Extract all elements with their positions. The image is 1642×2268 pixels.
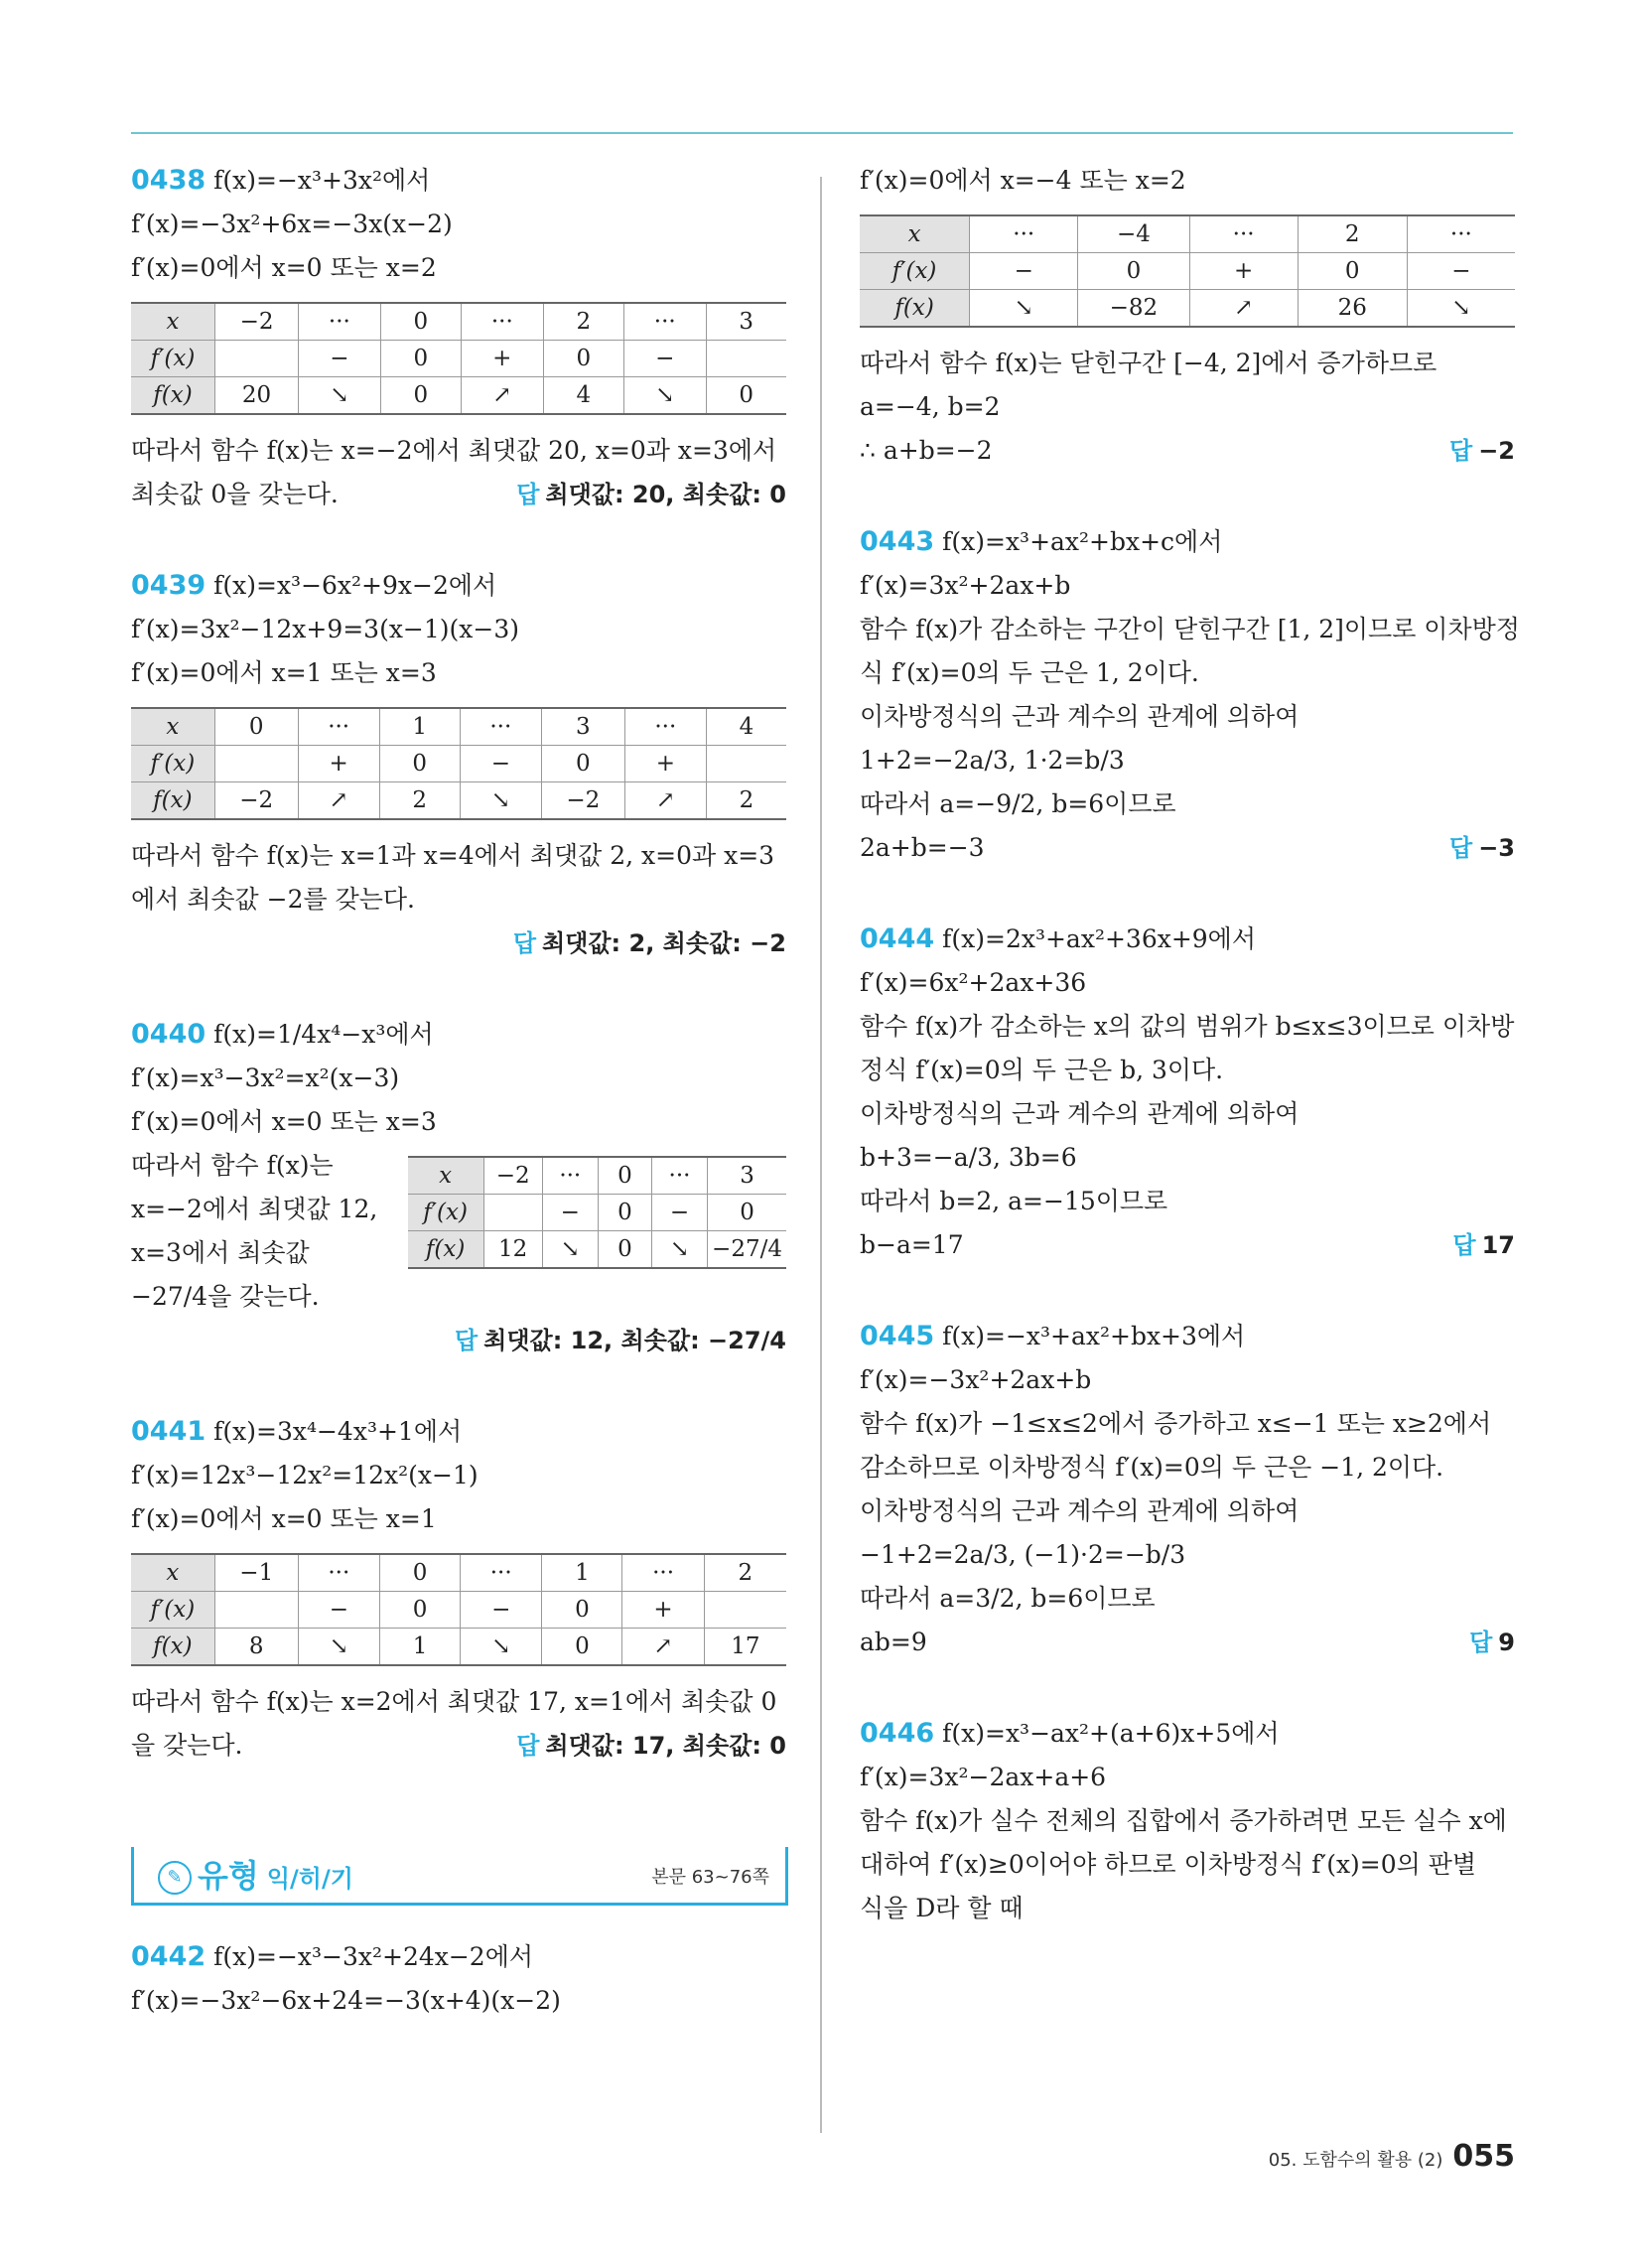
problem-line: 함수 f(x)가 감소하는 x의 값의 범위가 b≤x≤3이므로 이차방 — [860, 1012, 1515, 1041]
right-column — [860, 159, 1520, 1930]
table-cell: 26 — [1298, 290, 1407, 328]
problem-line: f′(x)=−3x²+6x=−3x(x−2) — [131, 210, 453, 238]
table-row — [860, 290, 1515, 328]
table-cell: ··· — [460, 708, 541, 746]
table-cell: ··· — [651, 1157, 707, 1195]
header-rule — [131, 132, 1513, 134]
table-row — [131, 708, 786, 746]
table-cell: ↘ — [298, 1629, 379, 1666]
table-cell: 4 — [706, 708, 786, 746]
problem-line: ∴ a+b=−2 — [860, 436, 993, 465]
table-cell: ↘ — [651, 1231, 707, 1269]
problem-line: 이차방정식의 근과 계수의 관계에 의하여 — [860, 702, 1300, 731]
table-cell: 1 — [542, 1554, 622, 1592]
table-cell: −2 — [541, 782, 624, 820]
problem-line: f′(x)=3x²−12x+9=3(x−1)(x−3) — [131, 615, 519, 643]
variation-table — [860, 214, 1515, 328]
table-cell: f(x) — [860, 290, 970, 328]
problem-line: f′(x)=0에서 x=0 또는 x=3 — [131, 1107, 437, 1136]
problem-line: 함수 f(x)가 감소하는 구간이 닫힌구간 [1, 2]이므로 이차방정 — [860, 615, 1520, 643]
left-column — [131, 159, 786, 2023]
table-cell: −1 — [214, 1554, 298, 1592]
problem-0440 — [131, 1013, 786, 1362]
problem-number: 0442 — [131, 1941, 206, 1972]
table-cell: ↘ — [299, 377, 380, 415]
problem-line: f′(x)=−3x²−6x+24=−3(x+4)(x−2) — [131, 1986, 561, 2015]
table-cell: 1 — [379, 708, 460, 746]
section-title: 유형 — [198, 1857, 259, 1895]
chapter-label: 05. 도함수의 활용 (2) — [1268, 2150, 1443, 2171]
problem-line: 이차방정식의 근과 계수의 관계에 의하여 — [860, 1496, 1300, 1525]
table-cell: ··· — [462, 303, 543, 341]
problem-0442-continued — [860, 159, 1515, 473]
table-cell: f(x) — [131, 377, 214, 415]
problem-line: f′(x)=3x²−2ax+a+6 — [860, 1763, 1107, 1791]
problem-line: f(x)=3x⁴−4x³+1에서 — [213, 1417, 463, 1446]
table-cell: + — [298, 746, 379, 782]
table-cell: −2 — [214, 782, 298, 820]
problem-line: 식 f′(x)=0의 두 근은 1, 2이다. — [860, 658, 1199, 687]
problem-line: f′(x)=0에서 x=−4 또는 x=2 — [860, 166, 1186, 195]
table-cell: ··· — [299, 303, 380, 341]
problem-line: 따라서 함수 f(x)는 x=1과 x=4에서 최댓값 2, x=0과 x=3 — [131, 841, 775, 870]
table-cell: 0 — [379, 1554, 460, 1592]
column-divider — [820, 177, 822, 2133]
table-row — [408, 1195, 786, 1231]
problem-0442 — [131, 1935, 786, 2023]
table-cell: 0 — [541, 746, 624, 782]
table-cell: x — [860, 215, 970, 253]
problem-line: f(x)=−x³−3x²+24x−2에서 — [213, 1942, 534, 1971]
table-cell: 4 — [543, 377, 623, 415]
problem-line: −1+2=2a/3, (−1)·2=−b/3 — [860, 1540, 1186, 1569]
table-cell: 0 — [542, 1592, 622, 1629]
table-cell: −27/4 — [708, 1231, 786, 1269]
table-cell: 3 — [706, 303, 786, 341]
problem-0443 — [860, 520, 1520, 870]
problem-number: 0443 — [860, 526, 935, 557]
table-row — [131, 1592, 786, 1629]
table-cell: f(x) — [131, 782, 214, 820]
problem-line: f′(x)=x³−3x²=x²(x−3) — [131, 1063, 400, 1092]
table-cell: ··· — [624, 303, 706, 341]
table-cell: 0 — [543, 341, 623, 377]
table-cell: −2 — [214, 303, 298, 341]
table-cell: ↗ — [298, 782, 379, 820]
problem-number: 0441 — [131, 1416, 206, 1447]
table-cell — [214, 341, 298, 377]
answer: 답 −2 — [1449, 437, 1515, 465]
table-cell: ↗ — [1189, 290, 1298, 328]
problem-0441 — [131, 1410, 786, 1768]
problem-line: 감소하므로 이차방정식 f′(x)=0의 두 근은 −1, 2이다. — [860, 1453, 1444, 1482]
table-cell: − — [299, 341, 380, 377]
table-cell: ··· — [298, 1554, 379, 1592]
problem-line: f′(x)=12x³−12x²=12x²(x−1) — [131, 1461, 479, 1489]
table-row — [131, 782, 786, 820]
problem-number: 0446 — [860, 1718, 935, 1749]
table-cell: ↘ — [970, 290, 1078, 328]
table-cell — [706, 341, 786, 377]
table-cell: f′(x) — [408, 1195, 483, 1231]
table-row — [860, 215, 1515, 253]
table-cell: ··· — [298, 708, 379, 746]
problem-number: 0438 — [131, 165, 206, 196]
table-cell: 12 — [483, 1231, 542, 1269]
table-cell: ··· — [542, 1157, 598, 1195]
problem-line: f(x)=x³+ax²+bx+c에서 — [942, 527, 1223, 556]
table-cell: ↗ — [624, 782, 706, 820]
table-row — [131, 746, 786, 782]
table-cell: f′(x) — [131, 1592, 214, 1629]
variation-table — [131, 302, 786, 415]
problem-line: 따라서 함수 f(x)는 x=−2에서 최댓값 20, x=0과 x=3에서 — [131, 436, 777, 465]
problem-line: x=3에서 최솟값 — [131, 1238, 310, 1267]
table-cell: 2 — [704, 1554, 786, 1592]
table-cell: ··· — [970, 215, 1078, 253]
table-cell: 20 — [214, 377, 298, 415]
table-cell: ↗ — [622, 1629, 704, 1666]
table-cell: ↘ — [1407, 290, 1515, 328]
problem-line: f(x)=1/4x⁴−x³에서 — [213, 1020, 434, 1049]
answer: 답 9 — [1469, 1629, 1515, 1656]
table-cell: 0 — [380, 377, 461, 415]
table-cell: 2 — [379, 782, 460, 820]
problem-0444 — [860, 918, 1515, 1267]
table-cell: 17 — [704, 1629, 786, 1666]
table-cell — [483, 1195, 542, 1231]
table-cell: 0 — [379, 746, 460, 782]
table-cell: 2 — [706, 782, 786, 820]
problem-line: f′(x)=3x²+2ax+b — [860, 571, 1071, 600]
problem-line: b−a=17 — [860, 1230, 964, 1259]
section-reference: 본문 63~76쪽 — [651, 1867, 769, 1888]
table-cell: − — [1407, 253, 1515, 290]
problem-line: f′(x)=0에서 x=0 또는 x=1 — [131, 1504, 437, 1533]
problem-line: 함수 f(x)가 −1≤x≤2에서 증가하고 x≤−1 또는 x≥2에서 — [860, 1409, 1492, 1438]
problem-line: f(x)=2x³+ax²+36x+9에서 — [942, 924, 1256, 953]
problem-number: 0444 — [860, 923, 935, 954]
table-cell: ··· — [624, 708, 706, 746]
problem-line: ab=9 — [860, 1628, 927, 1656]
table-cell: 0 — [706, 377, 786, 415]
table-cell: + — [1189, 253, 1298, 290]
table-cell: −4 — [1078, 215, 1189, 253]
problem-line: 따라서 b=2, a=−15이므로 — [860, 1187, 1168, 1215]
table-cell: 3 — [708, 1157, 786, 1195]
table-cell: ↗ — [462, 377, 543, 415]
table-cell: ↘ — [461, 1629, 542, 1666]
problem-line: f(x)=−x³+ax²+bx+3에서 — [942, 1322, 1246, 1350]
problem-line: 따라서 함수 f(x)는 — [131, 1151, 334, 1180]
table-row — [408, 1231, 786, 1269]
table-cell: ↘ — [460, 782, 541, 820]
table-cell: − — [542, 1195, 598, 1231]
problem-line: 대하여 f′(x)≥0이어야 하므로 이차방정식 f′(x)=0의 판별 — [860, 1850, 1477, 1879]
table-cell — [214, 1592, 298, 1629]
variation-table — [131, 1553, 786, 1666]
problem-line: −27/4을 갖는다. — [131, 1282, 320, 1311]
problem-0438 — [131, 159, 786, 516]
problem-line: 따라서 a=−9/2, b=6이므로 — [860, 789, 1176, 818]
table-cell: x — [131, 708, 214, 746]
problem-line: 따라서 a=3/2, b=6이므로 — [860, 1584, 1156, 1613]
section-subtitle: 익/히/기 — [266, 1865, 353, 1893]
answer: 답 최댓값: 20, 최솟값: 0 — [516, 481, 786, 508]
problem-line: 최솟값 0을 갖는다. — [131, 480, 339, 508]
page-number: 055 — [1452, 2139, 1515, 2174]
table-cell: − — [651, 1195, 707, 1231]
table-cell: 0 — [214, 708, 298, 746]
table-cell: f′(x) — [860, 253, 970, 290]
problem-line: 함수 f(x)가 실수 전체의 집합에서 증가하려면 모든 실수 x에 — [860, 1806, 1507, 1835]
problem-line: f′(x)=0에서 x=1 또는 x=3 — [131, 658, 437, 687]
table-cell: f(x) — [408, 1231, 483, 1269]
table-cell: 0 — [380, 303, 461, 341]
problem-line: 식을 D라 할 때 — [860, 1894, 1024, 1922]
table-cell: ↘ — [624, 377, 706, 415]
problem-number: 0445 — [860, 1321, 935, 1351]
table-cell: + — [622, 1592, 704, 1629]
problem-0445 — [860, 1315, 1515, 1664]
table-cell: − — [970, 253, 1078, 290]
table-cell: f(x) — [131, 1629, 214, 1666]
variation-table — [131, 707, 786, 820]
table-cell: 0 — [380, 341, 461, 377]
problem-0439 — [131, 564, 786, 965]
table-cell: x — [408, 1157, 483, 1195]
answer: 답 최댓값: 12, 최솟값: −27/4 — [454, 1327, 786, 1354]
problem-line: 1+2=−2a/3, 1·2=b/3 — [860, 746, 1125, 775]
table-cell: 0 — [379, 1592, 460, 1629]
answer: 답 최댓값: 2, 최솟값: −2 — [512, 929, 786, 957]
variation-table — [408, 1156, 786, 1269]
table-cell — [704, 1592, 786, 1629]
table-cell: − — [460, 746, 541, 782]
table-cell: 0 — [598, 1195, 651, 1231]
table-cell: 0 — [598, 1231, 651, 1269]
table-cell — [214, 746, 298, 782]
table-cell: 0 — [1078, 253, 1189, 290]
pencil-note-icon: ✎ — [158, 1861, 192, 1895]
problem-line: 따라서 함수 f(x)는 닫힌구간 [−4, 2]에서 증가하므로 — [860, 349, 1437, 377]
table-cell: ··· — [461, 1554, 542, 1592]
table-row — [131, 341, 786, 377]
table-cell: ··· — [1189, 215, 1298, 253]
answer: 답 최댓값: 17, 최솟값: 0 — [516, 1732, 786, 1760]
table-cell: x — [131, 1554, 214, 1592]
table-cell: 0 — [708, 1195, 786, 1231]
table-row — [860, 253, 1515, 290]
table-cell: 2 — [543, 303, 623, 341]
table-cell: 0 — [542, 1629, 622, 1666]
table-cell: 8 — [214, 1629, 298, 1666]
table-cell: 3 — [541, 708, 624, 746]
table-cell: − — [624, 341, 706, 377]
page-footer — [1269, 2139, 1515, 2174]
table-cell: 1 — [379, 1629, 460, 1666]
problem-number: 0440 — [131, 1019, 206, 1050]
table-cell: −82 — [1078, 290, 1189, 328]
table-row — [131, 303, 786, 341]
problem-line: 을 갖는다. — [131, 1731, 243, 1760]
problem-line: 정식 f′(x)=0의 두 근은 b, 3이다. — [860, 1056, 1224, 1084]
table-row — [131, 1554, 786, 1592]
table-cell — [706, 746, 786, 782]
table-cell: ··· — [1407, 215, 1515, 253]
table-cell: 2 — [1298, 215, 1407, 253]
table-cell: −2 — [483, 1157, 542, 1195]
problem-line: f′(x)=6x²+2ax+36 — [860, 968, 1087, 997]
problem-line: f(x)=−x³+3x²에서 — [213, 166, 431, 195]
table-row — [131, 377, 786, 415]
answer: 답 −3 — [1449, 834, 1515, 862]
table-row — [131, 1629, 786, 1666]
table-cell: + — [462, 341, 543, 377]
answer: 답 17 — [1452, 1231, 1515, 1259]
problem-line: 에서 최솟값 −2를 갖는다. — [131, 885, 415, 914]
table-cell: 0 — [598, 1157, 651, 1195]
problem-line: f(x)=x³−6x²+9x−2에서 — [213, 571, 497, 600]
problem-line: b+3=−a/3, 3b=6 — [860, 1143, 1077, 1172]
problem-line: 2a+b=−3 — [860, 833, 985, 862]
table-cell: 0 — [1298, 253, 1407, 290]
section-header — [131, 1847, 788, 1906]
problem-line: f′(x)=0에서 x=0 또는 x=2 — [131, 253, 437, 282]
table-cell: x — [131, 303, 214, 341]
table-row — [408, 1157, 786, 1195]
problem-0446 — [860, 1712, 1515, 1930]
problem-line: 이차방정식의 근과 계수의 관계에 의하여 — [860, 1099, 1300, 1128]
table-cell: − — [461, 1592, 542, 1629]
table-cell: ↘ — [542, 1231, 598, 1269]
table-cell: f′(x) — [131, 746, 214, 782]
problem-line: x=−2에서 최댓값 12, — [131, 1195, 378, 1223]
problem-line: f(x)=x³−ax²+(a+6)x+5에서 — [942, 1719, 1280, 1748]
table-cell: + — [624, 746, 706, 782]
problem-line: 따라서 함수 f(x)는 x=2에서 최댓값 17, x=1에서 최솟값 0 — [131, 1687, 777, 1716]
table-cell: f′(x) — [131, 341, 214, 377]
problem-number: 0439 — [131, 570, 206, 601]
table-cell: ··· — [622, 1554, 704, 1592]
table-cell: − — [298, 1592, 379, 1629]
problem-line: f′(x)=−3x²+2ax+b — [860, 1365, 1092, 1394]
problem-line: a=−4, b=2 — [860, 392, 1001, 421]
